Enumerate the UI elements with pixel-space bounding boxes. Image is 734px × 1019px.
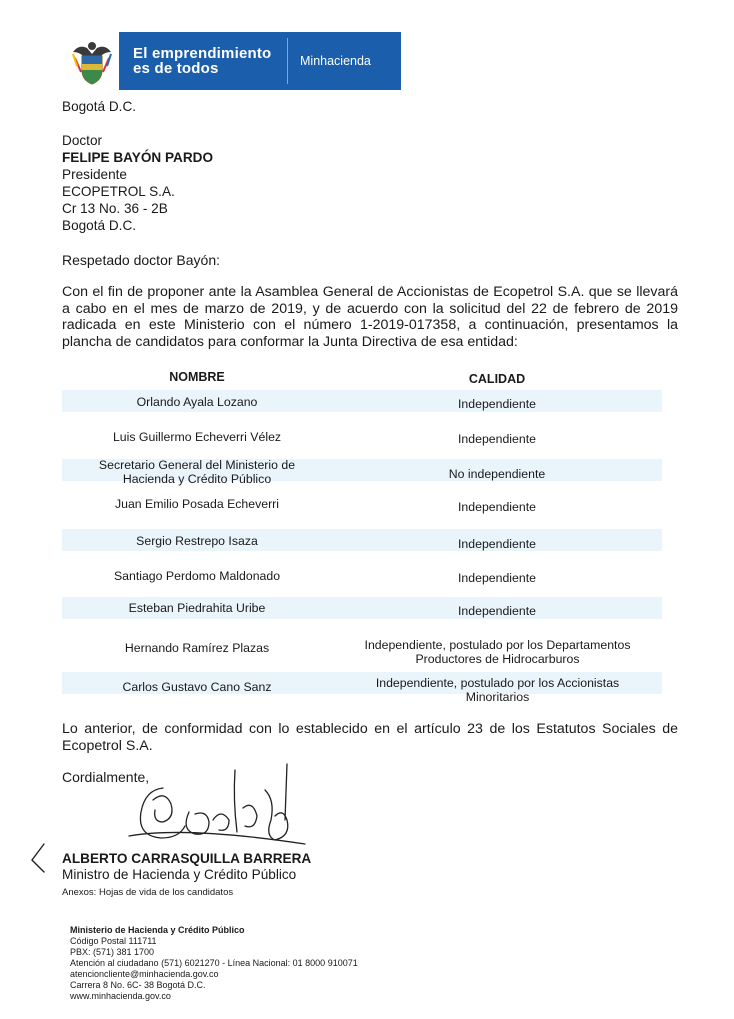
table-cell-quality: Independiente bbox=[458, 571, 536, 585]
table-cell-quality: Independiente bbox=[458, 432, 536, 446]
table-cell-quality: Independiente, postulado por los Departamentos Productores de Hidrocarburos bbox=[364, 638, 631, 666]
table-cell-quality: Independiente bbox=[458, 500, 536, 514]
table-header-name: NOMBRE bbox=[169, 370, 225, 384]
recipient-name: FELIPE BAYÓN PARDO bbox=[62, 150, 214, 165]
valediction: Cordialmente, bbox=[62, 769, 150, 785]
recipient-street: Cr 13 No. 36 - 2B bbox=[62, 201, 168, 216]
table-cell-name: Orlando Ayala Lozano bbox=[136, 395, 258, 409]
footer-pbx: PBX: (571) 381 1700 bbox=[70, 947, 155, 957]
table-cell-name: Secretario General del Ministerio de Hacienda y Crédito Público bbox=[98, 458, 296, 486]
recipient-city: Bogotá D.C. bbox=[62, 218, 137, 233]
table-header-quality: CALIDAD bbox=[468, 372, 526, 386]
footer-email[interactable]: atencioncliente@minhacienda.gov.co bbox=[70, 969, 219, 979]
slogan-line-2: es de todos bbox=[133, 60, 219, 77]
recipient-title: Doctor bbox=[62, 133, 103, 148]
table-cell-name: Luis Guillermo Echeverri Vélez bbox=[112, 430, 282, 444]
body-paragraph: Con el fin de proponer ante la Asamblea General de Accionistas de Ecopetrol S.A. que se llevará a cabo en el mes de marzo de 2019, y de acuerdo con la solicitud del 22 de febrero de 2019 radicada en este Ministerio con el número 1-2019-017358, a continuación, presentamos la plancha de candidatos para conformar la Junta Directiva de esa entidad: bbox=[62, 284, 678, 350]
table-cell-quality: Independiente bbox=[458, 397, 536, 411]
signer-name: ALBERTO CARRASQUILLA BARRERA bbox=[62, 851, 312, 866]
recipient-position: Presidente bbox=[62, 167, 127, 182]
header-slogan bbox=[133, 46, 271, 76]
salutation: Respetado doctor Bayón: bbox=[62, 252, 220, 268]
table-cell-name: Juan Emilio Posada Echeverri bbox=[114, 497, 280, 511]
slogan-line-1: El emprendimiento bbox=[133, 45, 272, 62]
footer-attention: Atención al ciudadano (571) 6021270 - Línea Nacional: 01 8000 910071 bbox=[70, 958, 358, 968]
annex-note: Anexos: Hojas de vida de los candidatos bbox=[62, 887, 234, 898]
signature bbox=[125, 760, 325, 860]
ministry-tag: Minhacienda bbox=[300, 54, 371, 68]
table-cell-quality: Independiente bbox=[458, 604, 536, 618]
signer-role: Ministro de Hacienda y Crédito Público bbox=[62, 867, 297, 882]
table-cell-quality: No independiente bbox=[448, 467, 546, 481]
footer-web[interactable]: www.minhacienda.gov.co bbox=[70, 991, 171, 1001]
table-cell-name: Hernando Ramírez Plazas bbox=[124, 641, 270, 655]
table-cell-name: Esteban Piedrahita Uribe bbox=[128, 601, 266, 615]
closing-paragraph: Lo anterior, de conformidad con lo establecido en el artículo 23 de los Estatutos Sociales de Ecopetrol S.A. bbox=[62, 721, 678, 754]
table-cell-name: Santiago Perdomo Maldonado bbox=[113, 569, 281, 583]
table-cell-name: Carlos Gustavo Cano Sanz bbox=[122, 680, 272, 694]
check-mark-icon bbox=[28, 840, 48, 876]
header-divider bbox=[287, 38, 288, 84]
footer-postal: Código Postal 111711 bbox=[70, 936, 157, 946]
coat-of-arms-icon bbox=[65, 32, 119, 90]
footer-ministry: Ministerio de Hacienda y Crédito Público bbox=[70, 925, 245, 935]
table-cell-quality: Independiente, postulado por los Accionistas Minoritarios bbox=[375, 676, 620, 704]
table-cell-name: Sergio Restrepo Isaza bbox=[136, 534, 258, 548]
footer-address: Carrera 8 No. 6C- 38 Bogotá D.C. bbox=[70, 980, 206, 990]
recipient-company: ECOPETROL S.A. bbox=[62, 184, 175, 199]
city-line: Bogotá D.C. bbox=[62, 99, 137, 114]
table-cell-quality: Independiente bbox=[458, 537, 536, 551]
